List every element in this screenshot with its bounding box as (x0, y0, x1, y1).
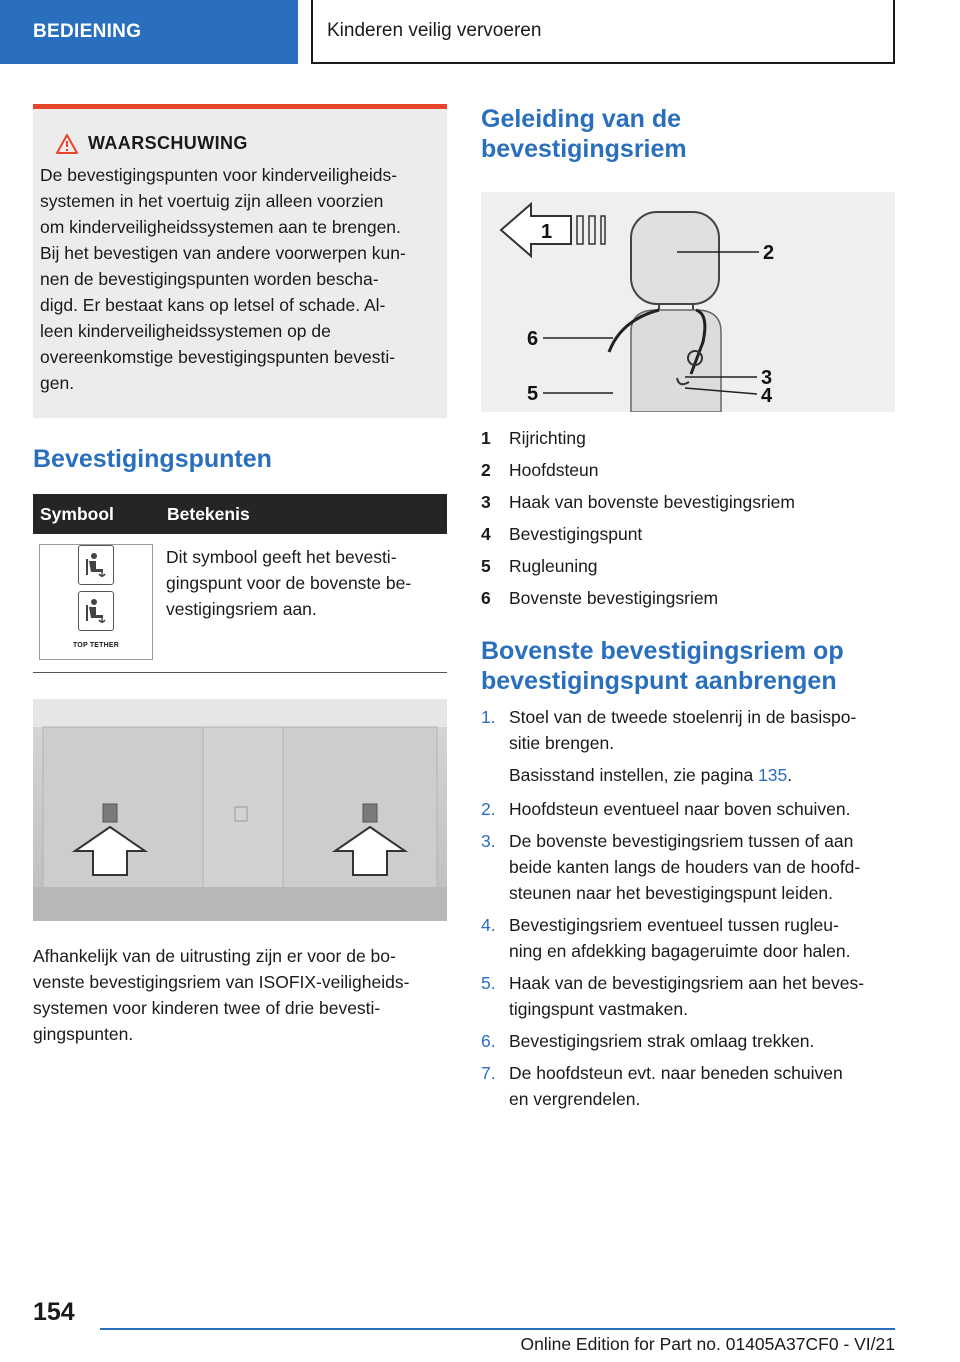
step-number: 4. (481, 915, 496, 935)
list-item (481, 704, 895, 756)
legend-text: Haak van bovenste bevestigingsriem (509, 492, 795, 512)
step-line: De hoofdsteun evt. naar beneden schuiven (509, 1063, 843, 1083)
symbol-frame (39, 544, 153, 660)
heading-routing (481, 104, 895, 164)
step-text (509, 912, 851, 964)
paragraph-line: venste bevestigingsriem van ISOFIX-veiligheids- (33, 972, 410, 992)
step-line: beide kanten langs de houders van de hoofd- (509, 857, 861, 877)
warning-line: om kinderveiligheidssystemen aan te brengen. (40, 217, 401, 237)
edition-label: Online Edition for Part no. 01405A37CF0 - VI/21 (520, 1334, 895, 1354)
legend-text: Rugleuning (509, 556, 598, 576)
col-header-symbol: Symbool (33, 494, 160, 534)
footer-divider (100, 1328, 895, 1330)
warning-line: gen. (40, 373, 75, 393)
trunk-anchor-photo (33, 699, 447, 921)
step-text (509, 1060, 843, 1112)
diagram-legend (481, 422, 895, 614)
left-column (33, 104, 447, 1047)
legend-num: 2 (481, 460, 491, 480)
step-line: De bovenste bevestigingsriem tussen of aan (509, 831, 854, 851)
step-number: 1. (481, 707, 496, 727)
step-number: 5. (481, 973, 496, 993)
heading-line: bevestigingspunt aanbrengen (481, 667, 837, 695)
section-label: BEDIENING (33, 21, 142, 42)
legend-num: 1 (481, 428, 491, 448)
step-line: Haak van de bevestigingsriem aan het beves- (509, 973, 865, 993)
warning-triangle-icon (56, 134, 78, 154)
step-number: 7. (481, 1063, 496, 1083)
step-line: Bevestigingsriem strak omlaag trekken. (509, 1031, 815, 1051)
legend-num: 6 (481, 588, 491, 608)
anchor-points-paragraph (33, 943, 447, 1047)
warning-line: digd. Er bestaat kans op letsel of schade. Al- (40, 295, 386, 315)
legend-text: Hoofdsteun (509, 460, 599, 480)
list-item (481, 550, 895, 582)
chapter-title: Kinderen veilig vervoeren (327, 20, 542, 41)
list-item (481, 796, 895, 822)
legend-num: 4 (481, 524, 491, 544)
legend-num: 3 (481, 492, 491, 512)
child-seat-anchor-icon (78, 545, 114, 585)
warning-line: De bevestigingspunten voor kinderveiligheids- (40, 165, 398, 185)
step-line: en vergrendelen. (509, 1089, 641, 1109)
list-item (481, 828, 895, 906)
warning-title-row (40, 133, 439, 154)
legend-num: 5 (481, 556, 491, 576)
list-item (481, 486, 895, 518)
heading-line: Bovenste bevestigingsriem op (481, 637, 844, 665)
list-item (481, 1028, 895, 1054)
step-line: sitie brengen. (509, 733, 615, 753)
meaning-line: gingspunt voor de bovenste be- (166, 573, 412, 593)
warning-line: systemen in het voertuig zijn alleen voorzien (40, 191, 384, 211)
diagram-label-2: 2 (763, 242, 775, 264)
paragraph-line: systemen voor kinderen twee of drie bevesti- (33, 998, 381, 1018)
chapter-title-box (311, 0, 895, 64)
step-note (481, 762, 895, 788)
page-number: 154 (33, 1298, 75, 1326)
meaning-line: vestigingsriem aan. (166, 599, 317, 619)
table-row (33, 534, 447, 673)
note-end: . (787, 765, 793, 785)
step-number: 2. (481, 799, 496, 819)
top-tether-icon (78, 591, 114, 631)
paragraph-line: gingspunten. (33, 1024, 134, 1044)
list-item (481, 454, 895, 486)
heading-line: Geleiding van de (481, 105, 682, 133)
right-column (481, 104, 895, 1118)
meaning-line: Dit symbool geeft het bevesti- (166, 547, 397, 567)
warning-line: overeenkomstige bevestigingspunten bevesti- (40, 347, 396, 367)
warning-line: Bij het bevestigen van andere voorwerpen kun- (40, 243, 406, 263)
col-header-meaning: Betekenis (160, 494, 447, 534)
top-tether-caption: TOP TETHER (72, 642, 120, 649)
step-line: steunen naar het bevestigingspunt leiden. (509, 883, 833, 903)
step-line: Bevestigingsriem eventueel tussen rugleu- (509, 915, 839, 935)
diagram-label-5: 5 (527, 383, 539, 405)
page-link[interactable]: 135 (758, 765, 788, 785)
list-item (481, 912, 895, 964)
step-text (509, 704, 856, 756)
symbol-table (33, 494, 447, 673)
legend-text: Bovenste bevestigingsriem (509, 588, 719, 608)
list-item (481, 518, 895, 550)
steps-list (481, 704, 895, 1112)
list-item (481, 582, 895, 614)
note-text: Basisstand instellen, zie pagina (509, 765, 754, 785)
routing-diagram (481, 192, 895, 412)
section-tab (0, 0, 298, 64)
step-text (509, 970, 864, 1022)
meaning-cell (160, 534, 447, 673)
warning-text (40, 162, 439, 396)
warning-line: leen kinderveiligheidssystemen op de (40, 321, 331, 341)
warning-line: nen de bevestigingspunten worden bescha- (40, 269, 379, 289)
step-line: Stoel van de tweede stoelenrij in de basispo- (509, 707, 857, 727)
step-line: Hoofdsteun eventueel naar boven schuiven. (509, 799, 851, 819)
diagram-label-3: 3 (761, 367, 773, 389)
heading-line: bevestigingsriem (481, 135, 687, 163)
symbol-cell (33, 534, 160, 673)
step-number: 6. (481, 1031, 496, 1051)
warning-title: WAARSCHUWING (88, 133, 248, 153)
step-line: ning en afdekking bagageruimte door halen. (509, 941, 851, 961)
list-item (481, 422, 895, 454)
diagram-label-6: 6 (527, 328, 539, 350)
paragraph-line: Afhankelijk van de uitrusting zijn er voor de bo- (33, 946, 396, 966)
heading-anchor-points: Bevestigingspunten (33, 445, 272, 473)
legend-text: Bevestigingspunt (509, 524, 643, 544)
diagram-label-4: 4 (761, 385, 773, 407)
list-item (481, 970, 895, 1022)
step-text (509, 1028, 814, 1054)
step-line: tigingspunt vastmaken. (509, 999, 688, 1019)
diagram-label-1: 1 (541, 221, 553, 243)
heading-attach-tether (481, 636, 895, 696)
legend-text: Rijrichting (509, 428, 586, 448)
step-text (509, 796, 851, 822)
step-number: 3. (481, 831, 496, 851)
step-text (509, 828, 860, 906)
warning-box (33, 104, 447, 418)
list-item (481, 1060, 895, 1112)
